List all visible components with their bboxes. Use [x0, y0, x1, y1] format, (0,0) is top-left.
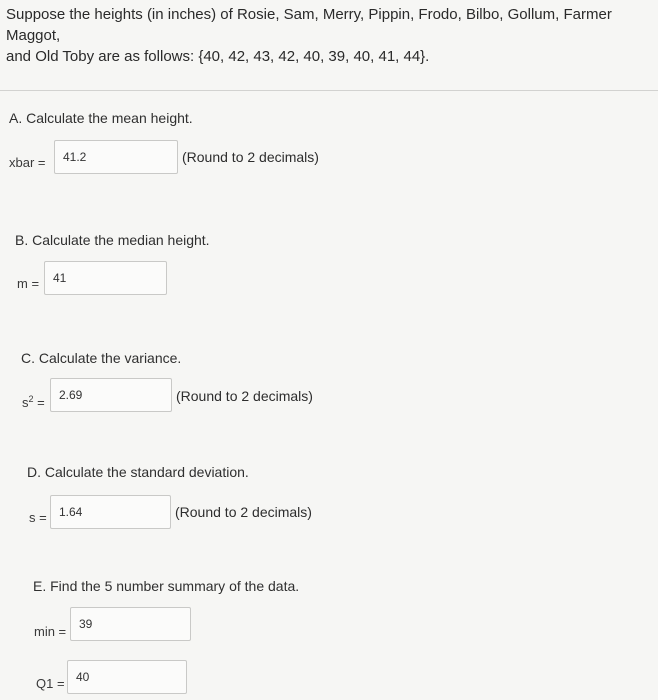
min-label: min =: [34, 624, 67, 639]
part-c-round-note: (Round to 2 decimals): [176, 388, 313, 404]
part-a-heading: A. Calculate the mean height.: [9, 110, 193, 126]
question-line-2: and Old Toby are as follows: {40, 42, 43, 42, 40, 39, 40, 41, 44}.: [6, 48, 430, 65]
part-b-heading: B. Calculate the median height.: [15, 232, 210, 248]
min-answer-input[interactable]: 39: [70, 607, 191, 641]
mean-answer-input[interactable]: 41.2: [54, 140, 178, 174]
section-divider: [0, 90, 658, 91]
part-a-round-note: (Round to 2 decimals): [182, 149, 319, 165]
variance-label-base: s: [22, 395, 29, 410]
part-c-heading: C. Calculate the variance.: [21, 350, 182, 366]
median-label: m =: [17, 276, 40, 291]
q1-label: Q1 =: [36, 676, 65, 691]
question-line-1: Suppose the heights (in inches) of Rosie, Sam, Merry, Pippin, Frodo, Bilbo, Gollum, Farmer Maggot,: [6, 6, 612, 44]
median-answer-input[interactable]: 41: [44, 261, 167, 295]
q1-answer-input[interactable]: 40: [67, 660, 187, 694]
question-text: [6, 4, 651, 67]
std-dev-answer-input[interactable]: 1.64: [50, 495, 171, 529]
part-d-heading: D. Calculate the standard deviation.: [27, 464, 249, 480]
variance-label-equals: =: [33, 395, 45, 410]
std-dev-label: s =: [29, 510, 47, 525]
xbar-label: xbar =: [9, 155, 46, 170]
variance-answer-input[interactable]: 2.69: [50, 378, 172, 412]
variance-label-exponent: 2: [28, 394, 34, 404]
part-e-heading: E. Find the 5 number summary of the data.: [33, 578, 300, 594]
part-d-round-note: (Round to 2 decimals): [175, 504, 312, 520]
variance-label: [22, 394, 45, 410]
